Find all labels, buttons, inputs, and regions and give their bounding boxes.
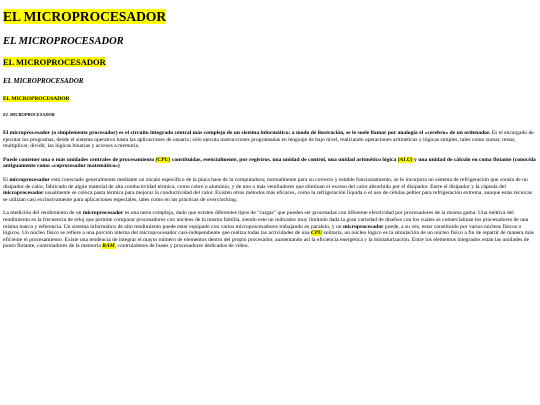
paragraph-units xyxy=(3,157,537,170)
paragraph-definition-rest: Es el encargado de ejecutar los programas, desde el sistema operativo hasta las aplicaciones de usuario; sólo ejecuta instrucciones programadas en lenguaje de bajo nivel, realizando operaciones aritméticas y lógicas simples, tales como sumar, restar, multiplicar, dividir, las lógicas binarias y accesos a memoria. xyxy=(3,130,534,150)
alu-highlight: (ALU) xyxy=(397,156,413,163)
units-text-a: Puede contener una o más unidades centrales de procesamiento xyxy=(3,156,156,163)
units-text-b: constituidas, esencialmente, por registros, una unidad de control, una unidad aritmético lógica xyxy=(170,156,398,163)
performance-keyword-1: microprocesador xyxy=(82,210,124,217)
performance-text-a: La medición del rendimiento de un xyxy=(3,210,83,217)
heading-1-text: EL MICROPROCESADOR xyxy=(3,9,167,24)
units-text-c: y una unidad de cálculo en coma flotante (conocida antiguamente como «coprocesador matemático») xyxy=(3,156,536,170)
performance-text-e: , controladores de buses y procesadores dedicados de vídeo. xyxy=(114,243,249,250)
heading-level-4: EL MICROPROCESADOR xyxy=(3,77,84,85)
heading-level-5 xyxy=(3,95,537,103)
performance-text-c: puede, a su vez, estar constituido por varios núcleos físicos o lógicos. Un núcleo físico se refiere a una porción interna del microprocesador casi-independiente que realiza todas las actividades de una xyxy=(3,223,522,237)
ram-highlight: RAM xyxy=(102,243,115,250)
cpu-inline-highlight: CPU xyxy=(311,230,323,237)
paragraph-definition xyxy=(3,130,537,150)
paragraph-definition-bold: El microprocesador (o simplemente procesador) es el circuito integrado central más complejo de un sistema informático; a modo de ilustración, se le suele llamar por analogía el «cerebro» de un ordenador. xyxy=(3,130,491,136)
heading-level-3 xyxy=(3,57,537,68)
cooling-text-a: El xyxy=(3,176,10,183)
cooling-text-c: usualmente se coloca pasta térmica para mejorar la conductividad del calor. Existen otros métodos más eficaces, como la refrigeración líquida o el uso de células peltier para refrigeración extrema, aunque estas técnicas se utilizan casi exclusivamente para aplicaciones especiales, tales como en las prácticas de overclocking. xyxy=(3,190,532,203)
cooling-keyword-2: microprocesador xyxy=(3,190,44,197)
paragraph-performance xyxy=(3,210,537,250)
paragraph-units-text xyxy=(3,157,536,170)
cpu-highlight: (CPU) xyxy=(155,156,171,163)
heading-level-2: EL MICROPROCESADOR xyxy=(3,36,124,47)
performance-text-d: solitaria, un núcleo lógico es la simulación de un núcleo físico a fin de repartir de manera más eficiente el procesamiento. Existe una tendencia de integrar el mayor número de elementos dentro del propio procesador, aumentando así la eficiencia energética y la miniaturización. Entre los elementos integrados están las unidades de punto flotante, controladores de la memoria xyxy=(3,230,534,250)
heading-level-1 xyxy=(3,9,537,25)
cooling-text-b: está conectado generalmente mediante un zócalo específico de la placa base de la computadora; normalmente para su correcto y estable funcionamiento, se le incorpora un sistema de refrigeración que consta de un disipador de calor, fabricado de algún material de alta conductividad térmica, como cobre o aluminio, y de uno o más ventiladores que eliminan el exceso del calor absorbido por el disipador. Entre el disipador y la cápsula del xyxy=(3,176,528,190)
paragraph-cooling xyxy=(3,177,537,203)
cooling-keyword-1: microprocesador xyxy=(9,176,50,183)
performance-text-b: es una tarea compleja, dado que existen diferentes tipos de "cargas" que pueden ser procesadas con diferente efectividad por procesadores de la misma gama. Una métrica del rendimiento es la frecuencia de reloj que permite comparar procesadores con núcleos de la misma familia, siendo este un indicador muy limitado dada la gran variedad de diseños con los cuales se comercializan los procesadores de una misma marca y referencia. Un sistema informático de alto rendimiento puede estar equipado con varios microprocesadores trabajando en paralelo, y un xyxy=(3,210,529,230)
heading-3-text: EL MICROPROCESADOR xyxy=(3,57,106,67)
heading-level-6: EL MICROPROCESADOR xyxy=(3,112,55,117)
heading-5-text: EL MICROPROCESADOR xyxy=(3,96,70,102)
performance-keyword-2: microprocesador xyxy=(343,223,384,230)
